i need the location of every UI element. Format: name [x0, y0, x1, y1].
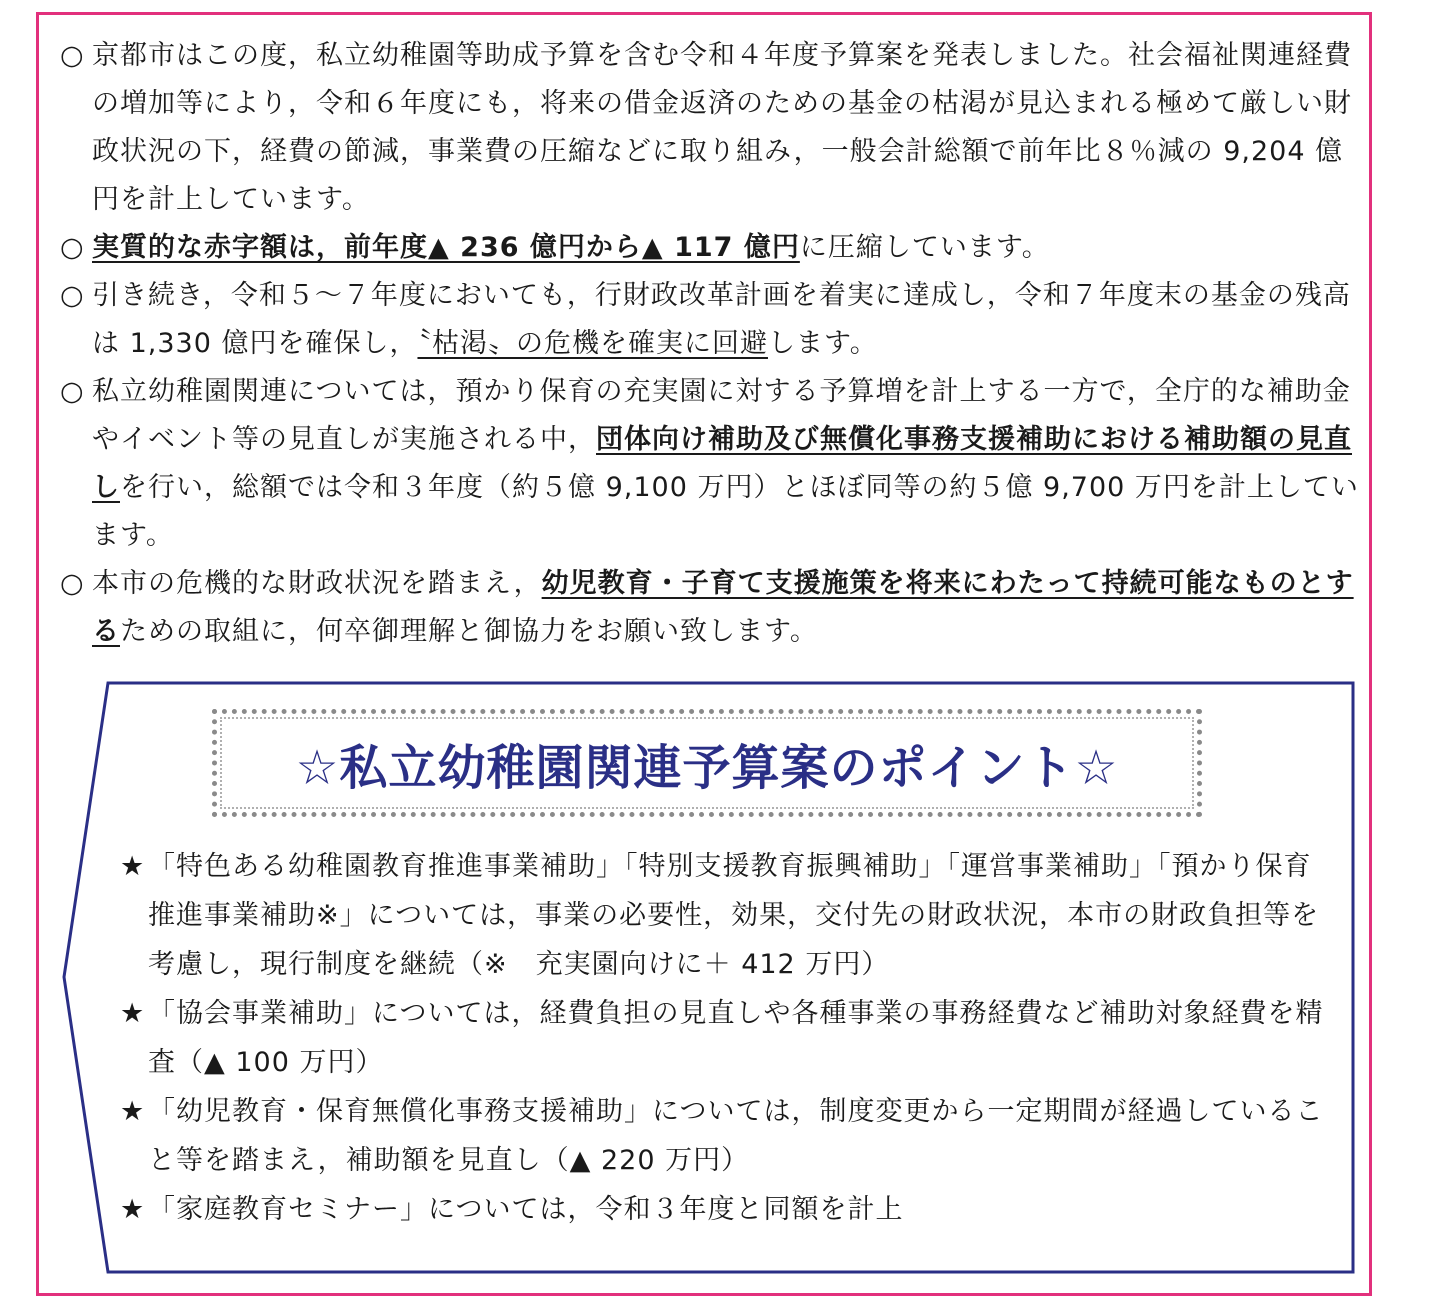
- point-text: 「家庭教育セミナー」については，令和３年度と同額を計上: [148, 1194, 904, 1225]
- paragraph-text: 本市の危機的な財政状況を踏まえ，: [92, 568, 542, 599]
- point-item: [120, 989, 1330, 1087]
- paragraph-text: ための取組に，何卒御理解と御協力をお願い致します。: [120, 616, 818, 647]
- points-title: ☆私立幼稚園関連予算案のポイント☆: [295, 739, 1119, 796]
- paragraph-text: 私立幼稚園関連については，預かり保育の充実園に対する予算増を計上する一方で，全庁的な補助金やイベント等の見直しが実施される中，: [92, 376, 1351, 455]
- underlined-text: 〝枯渇〟の危機を確実に回避: [417, 328, 768, 359]
- point-text: 「幼児教育・保育無償化事務支援補助」については，制度変更から一定期間が経過していること等を踏まえ，補助額を見直し（▲ 220 万円）: [148, 1096, 1324, 1176]
- circle-bullet-icon: ○: [60, 280, 85, 311]
- star-bullet-icon: ★: [120, 1194, 146, 1225]
- circle-bullet-icon: ○: [60, 376, 85, 407]
- circle-bullet-icon: ○: [60, 40, 85, 71]
- points-title-box: [212, 709, 1202, 817]
- paragraph-text: 京都市はこの度，私立幼稚園等助成予算を含む令和４年度予算案を発表しました。社会福祉関連経費の増加等により，令和６年度にも，将来の借金返済のための基金の枯渇が見込まれる極めて厳しい財政状況の下，経費の節減，事業費の圧縮などに取り組み，一般会計総額で前年比８％減の 9,204 億円を計上しています。: [92, 40, 1352, 215]
- paragraph-text: 引き続き，令和５～７年度においても，行財政改革計画を着実に達成し，令和７年度末の基金の残高は 1,330 億円を確保し，: [92, 280, 1351, 359]
- circle-bullet-icon: ○: [60, 232, 85, 263]
- paragraph-text: を行い，総額では令和３年度（約５億 9,100 万円）とほぼ同等の約５億 9,700 万円を計上しています。: [92, 472, 1359, 551]
- star-bullet-icon: ★: [120, 851, 146, 882]
- star-bullet-icon: ★: [120, 1096, 146, 1127]
- highlight-text: 実質的な赤字額は，前年度▲ 236 億円から▲ 117 億円: [92, 232, 800, 263]
- point-item: [120, 842, 1330, 989]
- paragraph-text: します。: [767, 328, 878, 359]
- points-list: [120, 842, 1330, 1234]
- highlight-text: 幼児教育・子育て支援施策を将来にわたって持続可能なものとする: [92, 568, 1354, 647]
- point-text: 「協会事業補助」については，経費負担の見直しや各種事業の事務経費など補助対象経費を精査（▲ 100 万円）: [148, 998, 1324, 1078]
- point-item: [120, 1087, 1330, 1185]
- paragraph-text: に圧縮しています。: [799, 232, 1050, 263]
- circle-bullet-icon: ○: [60, 568, 85, 599]
- star-bullet-icon: ★: [120, 998, 146, 1029]
- point-item: [120, 1185, 1330, 1234]
- highlight-text: 団体向け補助及び無償化事務支援補助における補助額の見直し: [92, 424, 1352, 503]
- point-text: 「特色ある幼稚園教育推進事業補助」「特別支援教育振興補助」「運営事業補助」「預かり保育推進事業補助※」については，事業の必要性，効果，交付先の財政状況，本市の財政負担等を考慮し，現行制度を継続（※ 充実園向けに＋ 412 万円）: [148, 851, 1320, 980]
